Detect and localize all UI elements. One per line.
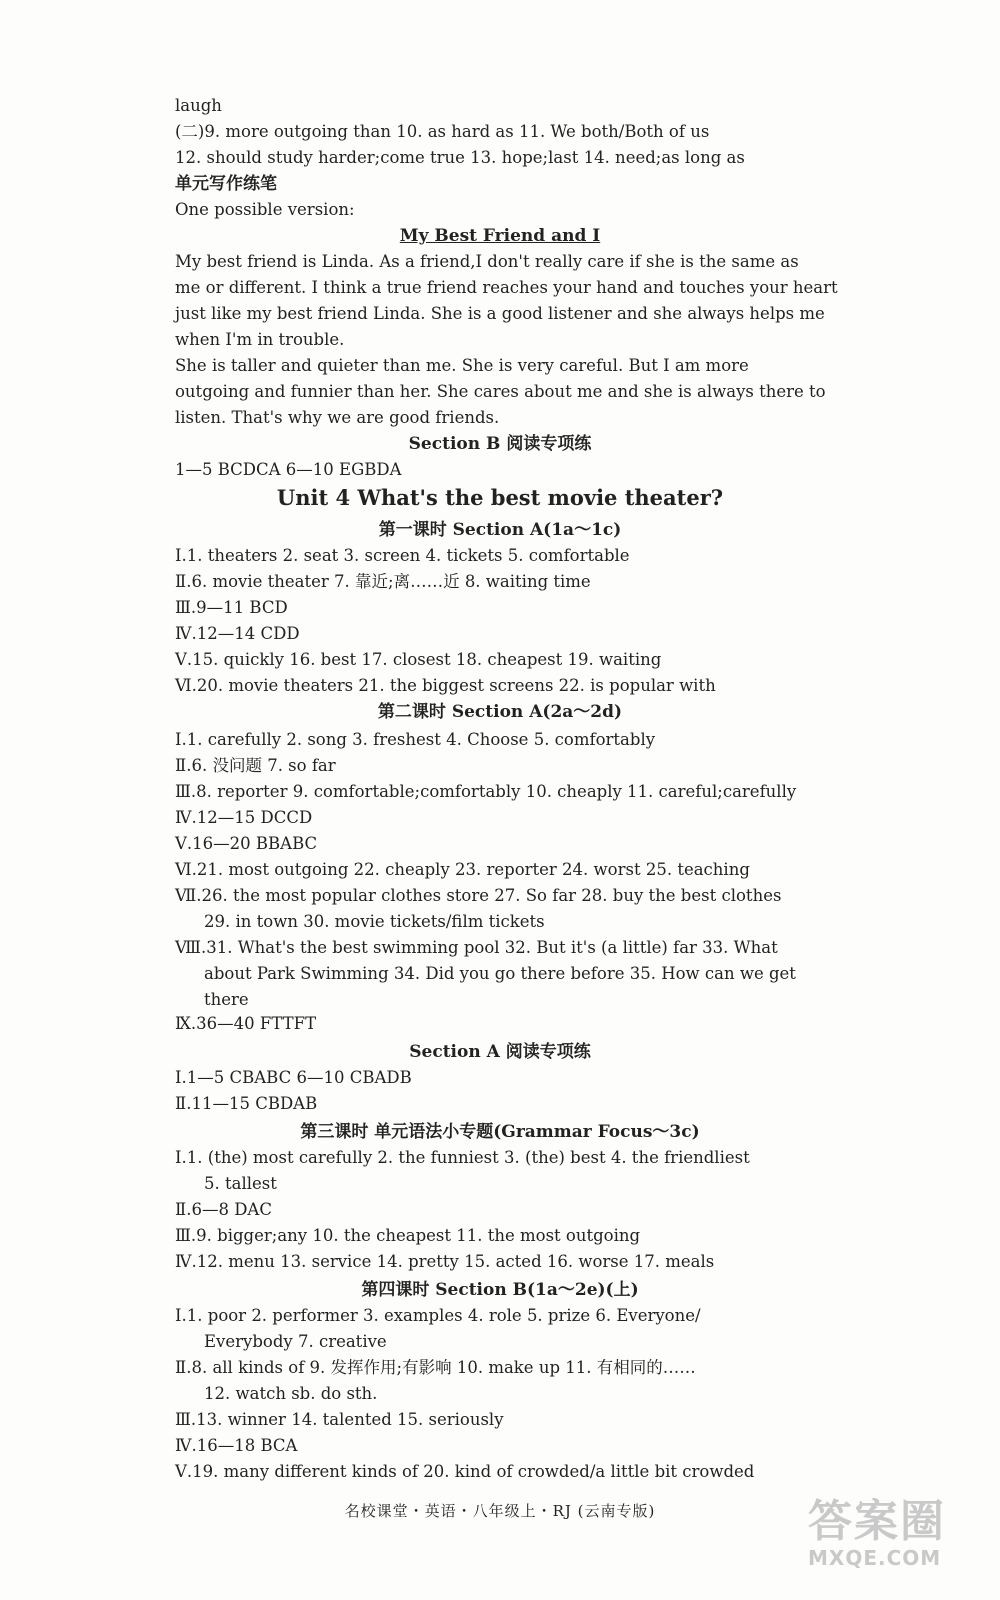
section-heading: Section A 阅读专项练: [409, 1042, 591, 1062]
answer-line: Ⅰ.1. theaters 2. seat 3. screen 4. tickets 5. comfortable: [175, 546, 630, 565]
answer-line: Ⅴ.15. quickly 16. best 17. closest 18. cheapest 19. waiting: [175, 650, 662, 669]
answer-line: 12. watch sb. do sth.: [204, 1384, 378, 1403]
answer-line: Ⅳ.12. menu 13. service 14. pretty 15. acted 16. worse 17. meals: [175, 1252, 715, 1271]
answer-line: there: [204, 990, 249, 1009]
answer-line: Ⅰ.1. poor 2. performer 3. examples 4. role 5. prize 6. Everyone/: [175, 1306, 701, 1325]
answer-line: One possible version:: [175, 200, 355, 219]
answer-line: when I'm in trouble.: [175, 330, 345, 349]
answer-line: 1—5 BCDCA 6—10 EGBDA: [175, 460, 402, 479]
answer-line: Ⅴ.16—20 BBABC: [175, 834, 318, 853]
answer-line: about Park Swimming 34. Did you go there before 35. How can we get: [204, 964, 796, 983]
answer-line: Ⅷ.31. What's the best swimming pool 32. But it's (a little) far 33. What: [175, 938, 778, 957]
answer-line: My best friend is Linda. As a friend,I don't really care if she is the same as: [175, 252, 799, 271]
section-heading: Section B 阅读专项练: [408, 434, 592, 454]
answer-line: Ⅱ.6. 没问题 7. so far: [175, 756, 336, 775]
answer-line: Ⅳ.16—18 BCA: [175, 1436, 298, 1455]
answer-line: Ⅵ.20. movie theaters 21. the biggest screens 22. is popular with: [175, 676, 716, 695]
answer-line: 单元写作练笔: [175, 174, 277, 194]
answer-line: Ⅱ.6. movie theater 7. 靠近;离……近 8. waiting time: [175, 572, 591, 591]
answer-line: Everybody 7. creative: [204, 1332, 387, 1351]
answer-line: (二)9. more outgoing than 10. as hard as 11. We both/Both of us: [175, 122, 710, 141]
answer-line: Ⅶ.26. the most popular clothes store 27. So far 28. buy the best clothes: [175, 886, 782, 905]
watermark-title: 答案圈: [808, 1496, 946, 1547]
answer-line: Ⅱ.6—8 DAC: [175, 1200, 272, 1219]
answer-line: 29. in town 30. movie tickets/film tickets: [204, 912, 545, 931]
watermark-logo: [808, 1498, 988, 1593]
section-heading: 第二课时 Section A(2a～2d): [377, 702, 623, 722]
page-footer: 名校课堂・英语・八年级上・RJ (云南专版): [344, 1502, 656, 1520]
section-heading: My Best Friend and I: [399, 226, 601, 246]
section-heading: Unit 4 What's the best movie theater?: [276, 485, 724, 510]
answer-line: Ⅱ.8. all kinds of 9. 发挥作用;有影响 10. make up 11. 有相同的……: [175, 1358, 696, 1377]
answer-line: laugh: [175, 96, 222, 115]
answer-line: just like my best friend Linda. She is a good listener and she always helps me: [175, 304, 825, 323]
answer-line: Ⅳ.12—15 DCCD: [175, 808, 313, 827]
section-heading: 第三课时 单元语法小专题(Grammar Focus～3c): [300, 1122, 700, 1142]
answer-line: Ⅰ.1. (the) most carefully 2. the funniest 3. (the) best 4. the friendliest: [175, 1148, 750, 1167]
answer-line: 12. should study harder;come true 13. hope;last 14. need;as long as: [175, 148, 745, 167]
answer-line: Ⅲ.9—11 BCD: [175, 598, 288, 617]
answer-line: listen. That's why we are good friends.: [175, 408, 500, 427]
answer-line: Ⅴ.19. many different kinds of 20. kind of crowded/a little bit crowded: [175, 1462, 755, 1481]
answer-line: outgoing and funnier than her. She cares about me and she is always there to: [175, 382, 826, 401]
answer-line: 5. tallest: [204, 1174, 277, 1193]
answer-line: Ⅸ.36—40 FTTFT: [175, 1014, 317, 1033]
answer-line: Ⅲ.8. reporter 9. comfortable;comfortably 10. cheaply 11. careful;carefully: [175, 782, 797, 801]
answer-line: Ⅲ.13. winner 14. talented 15. seriously: [175, 1410, 504, 1429]
answer-line: Ⅲ.9. bigger;any 10. the cheapest 11. the most outgoing: [175, 1226, 641, 1245]
answer-line: Ⅰ.1—5 CBABC 6—10 CBADB: [175, 1068, 412, 1087]
answer-line: me or different. I think a true friend reaches your hand and touches your heart: [175, 278, 838, 297]
section-heading: 第一课时 Section A(1a～1c): [378, 520, 622, 540]
answer-line: Ⅱ.11—15 CBDAB: [175, 1094, 318, 1113]
answer-line: She is taller and quieter than me. She is very careful. But I am more: [175, 356, 749, 375]
answer-line: Ⅰ.1. carefully 2. song 3. freshest 4. Choose 5. comfortably: [175, 730, 656, 749]
section-heading: 第四课时 Section B(1a～2e)(上): [361, 1280, 639, 1300]
answer-line: Ⅳ.12—14 CDD: [175, 624, 300, 643]
answer-line: Ⅵ.21. most outgoing 22. cheaply 23. reporter 24. worst 25. teaching: [175, 860, 750, 879]
watermark-url: MXQE.COM: [808, 1546, 942, 1570]
